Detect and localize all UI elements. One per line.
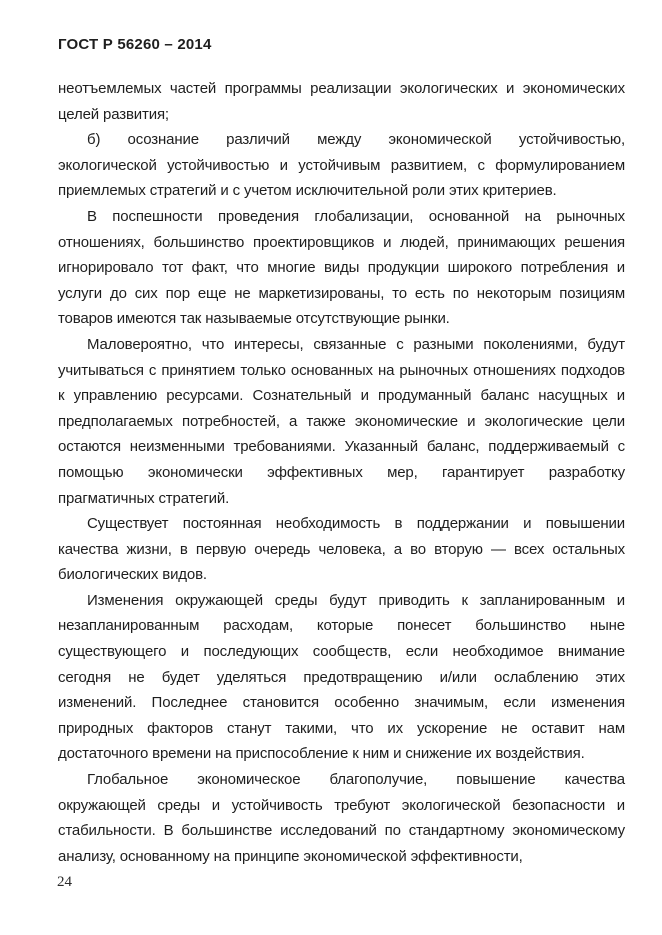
text-line: Маловероятно, что интересы, связанные с разными поколениями, будут <box>87 335 625 353</box>
text-line: В поспешности проведения глобализации, основанной на рыночных <box>87 207 625 225</box>
text-line: экологической устойчивостью и устойчивым развитием, с формулированием <box>58 156 625 174</box>
text-line: игнорировало тот факт, что многие виды продукции широкого потребления и <box>58 259 625 277</box>
text-line: помощью экономически эффективных мер, гарантирует разработку <box>58 463 625 481</box>
text-line: биологических видов. <box>58 566 207 584</box>
text-line: незапланированным расходам, которые понесет большинство ныне <box>58 617 625 635</box>
page-number: 24 <box>57 874 72 890</box>
paragraph <box>58 588 625 767</box>
body-text <box>58 76 625 869</box>
text-line: Существует постоянная необходимость в поддержании и повышении <box>87 515 625 533</box>
paragraph <box>58 332 625 511</box>
text-line: существующего и последующих сообществ, если необходимое внимание <box>58 643 625 661</box>
text-line: к управлению ресурсами. Сознательный и продуманный баланс насущных и <box>58 387 625 405</box>
paragraph <box>58 511 625 588</box>
paragraph <box>58 767 625 869</box>
paragraph <box>58 204 625 332</box>
text-line: сегодня не будет уделяться предотвращению и/или ослаблению этих <box>58 668 625 686</box>
paragraph <box>58 127 625 204</box>
text-line: приемлемых стратегий и с учетом исключительной роли этих критериев. <box>58 182 557 200</box>
text-line: отношениях, большинство проектировщиков и людей, принимающих решения <box>58 233 625 251</box>
text-line: товаров имеются так называемые отсутствующие рынки. <box>58 310 450 328</box>
text-line: анализу, основанному на принципе экономической эффективности, <box>58 847 523 865</box>
text-line: Изменения окружающей среды будут приводить к запланированным и <box>87 591 625 609</box>
text-line: достаточного времени на приспособление к ним и снижение их воздействия. <box>58 745 585 763</box>
text-line: прагматичных стратегий. <box>58 489 230 507</box>
text-line: б) осознание различий между экономической устойчивостью, <box>87 131 625 149</box>
text-line: предполагаемых потребностей, а также экономические и экологические цели <box>58 412 625 430</box>
text-line: качества жизни, в первую очередь человека, а во вторую — всех остальных <box>58 540 625 558</box>
paragraph <box>58 76 625 127</box>
text-line: Глобальное экономическое благополучие, повышение качества <box>87 771 625 789</box>
text-line: услуги до сих пор еще не маркетизированы, то есть по некоторым позициям <box>58 284 625 302</box>
text-line: учитываться с принятием только основанных на рыночных отношениях подходов <box>58 361 625 379</box>
text-line: неотъемлемых частей программы реализации экологических и экономических <box>58 80 625 97</box>
text-line: природных факторов станут такими, что их ускорение не оставит нам <box>58 719 625 737</box>
text-line: изменений. Последнее становится особенно значимым, если изменения <box>58 694 625 712</box>
text-line: стабильности. В большинстве исследований по стандартному экономическому <box>58 822 625 840</box>
text-line: целей развития; <box>58 105 169 123</box>
text-line: окружающей среды и устойчивость требуют экологической безопасности и <box>58 796 625 814</box>
standard-designation: ГОСТ Р 56260 – 2014 <box>58 36 212 53</box>
text-line: остаются неизменными требованиями. Указанный баланс, поддерживаемый с <box>58 438 625 456</box>
